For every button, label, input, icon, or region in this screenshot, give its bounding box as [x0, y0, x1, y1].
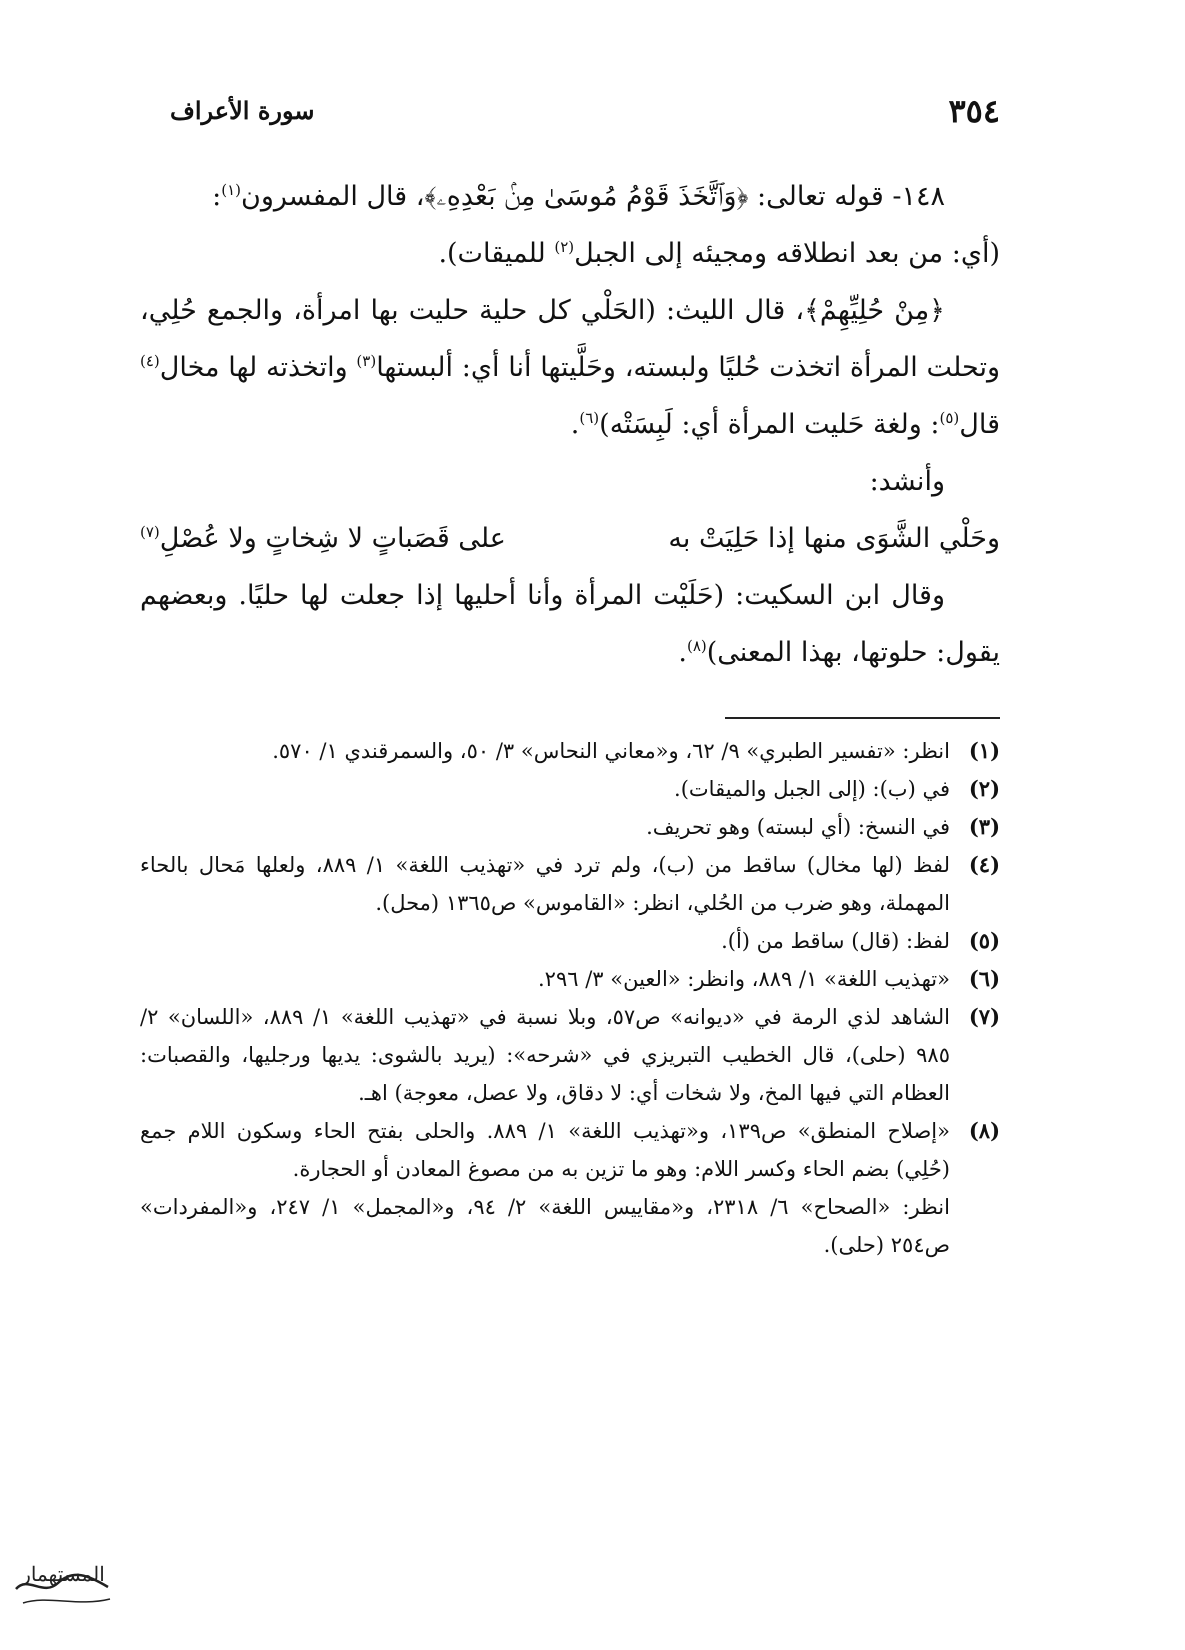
- footnote-item: [140, 960, 1000, 998]
- footnote-item: [140, 808, 1000, 846]
- paragraph-explanation: [140, 225, 1000, 282]
- text-segment: على قَصَباتٍ لا شِخاتٍ ولا عُصْلِ: [159, 523, 506, 554]
- footnote-item: [140, 1112, 1000, 1264]
- footnote-item: [140, 846, 1000, 922]
- text-segment: .: [570, 409, 580, 440]
- footnote-text: [140, 1112, 950, 1264]
- footnote-line: انظر: «الصحاح» ٦/ ٢٣١٨، و«مقاييس اللغة» ٢/ ٩٤، و«المجمل» ١/ ٢٤٧، و«المفردات» ص٢٥٤ (حلى).: [140, 1195, 950, 1257]
- quran-verse: ﴿وَٱتَّخَذَ قَوْمُ مُوسَىٰ مِنۢ بَعْدِهِۦ﴾: [424, 181, 749, 212]
- footnote-text: [140, 770, 950, 808]
- paragraph-ibn-sikkit: [140, 567, 1000, 681]
- text-segment: ، قال الليث: (الحَلْي كل حلية حليت بها امرأة، والجمع حُلِي، وتحلت المرأة اتخذت حُليًا ولبسته، وحَلَّيتها أنا أي: ألبستها: [140, 295, 1000, 383]
- verse-number-lead: ١٤٨- قوله تعالى:: [748, 181, 945, 212]
- footnote-text: [140, 808, 950, 846]
- footnote-ref-8[interactable]: (٨): [686, 637, 707, 655]
- footnote-line: انظر: «تفسير الطبري» ٩/ ٦٢، و«معاني النحاس» ٣/ ٥٠، والسمرقندي ١/ ٥٧٠.: [272, 739, 950, 763]
- footnote-line: «إصلاح المنطق» ص١٣٩، و«تهذيب اللغة» ١/ ٨٨٩. والحلى بفتح الحاء وسكون اللام جمع (حُلِي) بضم الحاء وكسر اللام: وهو ما تزين به من مصوغ المعادن أو الحجارة.: [140, 1119, 950, 1181]
- footnote-number: (٢): [968, 776, 1000, 801]
- surah-title: سورة الأعراف: [170, 96, 315, 125]
- text-segment: (أي: من بعد انطلاقه ومجيئه إلى الجبل: [574, 238, 1000, 269]
- poem-second-hemistich: [140, 510, 526, 567]
- footnote-line: لفظ: (قال) ساقط من (أ).: [721, 929, 950, 953]
- logo-text: المستهمار: [21, 1562, 105, 1586]
- footnote-item: [140, 922, 1000, 960]
- footnote-ref-1[interactable]: (١): [221, 181, 242, 199]
- poem-verse: [140, 510, 1000, 567]
- footnote-number: (٨): [968, 1118, 1000, 1143]
- footnote-ref-3[interactable]: (٣): [356, 352, 377, 370]
- paragraph-poem-intro: وأنشد:: [869, 466, 945, 497]
- footnote-ref-7[interactable]: (٧): [140, 523, 160, 541]
- text-segment: : ولغة حَليت المرأة أي: لَبِسَتْه): [599, 409, 940, 440]
- footnote-line: «تهذيب اللغة» ١/ ٨٨٩، وانظر: «العين» ٣/ ٢٩٦.: [537, 967, 950, 991]
- footnote-text: [140, 922, 950, 960]
- footnote-ref-4[interactable]: (٤): [140, 352, 160, 370]
- footnote-ref-6[interactable]: (٦): [579, 409, 600, 427]
- footnote-item: [140, 998, 1000, 1112]
- footnote-text: [140, 846, 950, 922]
- footnote-ref-5[interactable]: (٥): [939, 409, 960, 427]
- footnote-number: (٥): [968, 928, 1000, 953]
- text-segment: للميقات).: [438, 238, 555, 269]
- footnote-line: في النسخ: (أي لبسته) وهو تحريف.: [646, 815, 950, 839]
- main-text: [140, 168, 1000, 681]
- paragraph-verse-148: [140, 168, 1000, 225]
- footnote-number: (٦): [968, 966, 1000, 991]
- text-segment: قال: [959, 409, 1000, 440]
- footnote-ref-2[interactable]: (٢): [554, 238, 575, 256]
- text-segment: وقال ابن السكيت: (حَلَيْت المرأة وأنا أحليها إذا جعلت لها حليًا. وبعضهم يقول: حلوتها، بهذا المعنى): [140, 580, 1000, 668]
- paragraph-huliyy: [140, 282, 1000, 453]
- footnote-divider: [725, 717, 1000, 719]
- footnote-number: (٣): [968, 814, 1000, 839]
- footnote-line: في (ب): (إلى الجبل والميقات).: [674, 777, 950, 801]
- footnote-number: (٧): [968, 1004, 1000, 1029]
- footnote-number: (١): [968, 738, 1000, 763]
- text-segment: واتخذته لها مخال: [159, 352, 357, 383]
- footnote-line: لفظ (لها مخال) ساقط من (ب)، ولم ترد في «تهذيب اللغة» ١/ ٨٨٩، ولعلها مَحال بالحاء المهملة، وهو ضرب من الحُلي، انظر: «القاموس» ص١٣٦٥ (محل).: [140, 853, 950, 915]
- footnote-text: [140, 732, 950, 770]
- footnotes: [140, 732, 1000, 1264]
- library-logo-icon: [8, 1545, 118, 1615]
- page-header: [170, 92, 1000, 136]
- text-segment: ، قال المفسرون: [241, 181, 425, 212]
- footnote-item: [140, 732, 1000, 770]
- page-number: ٣٥٤: [948, 92, 1000, 130]
- poem-first-hemistich: وحَلْي الشَّوَى منها إذا حَلِيَتْ به: [668, 523, 1000, 554]
- footnote-line: الشاهد لذي الرمة في «ديوانه» ص٥٧، وبلا نسبة في «تهذيب اللغة» ١/ ٨٨٩، «اللسان» ٢/ ٩٨٥ (حلى)، قال الخطيب التبريزي في «شرحه»: (يريد بالشوى: يديها ورجليها، والقصبات: العظام التي فيها المخ، ولا شخات أي: لا دقاق، ولا عصل، معوجة) اهـ.: [140, 1005, 950, 1105]
- footnote-text: [140, 998, 950, 1112]
- text-segment: :: [212, 181, 222, 212]
- footnote-number: (٤): [968, 852, 1000, 877]
- quran-verse: ﴿مِنْ حُلِيِّهِمْ﴾: [804, 295, 946, 326]
- footnote-text: [140, 960, 950, 998]
- footnote-item: [140, 770, 1000, 808]
- text-segment: .: [678, 637, 687, 668]
